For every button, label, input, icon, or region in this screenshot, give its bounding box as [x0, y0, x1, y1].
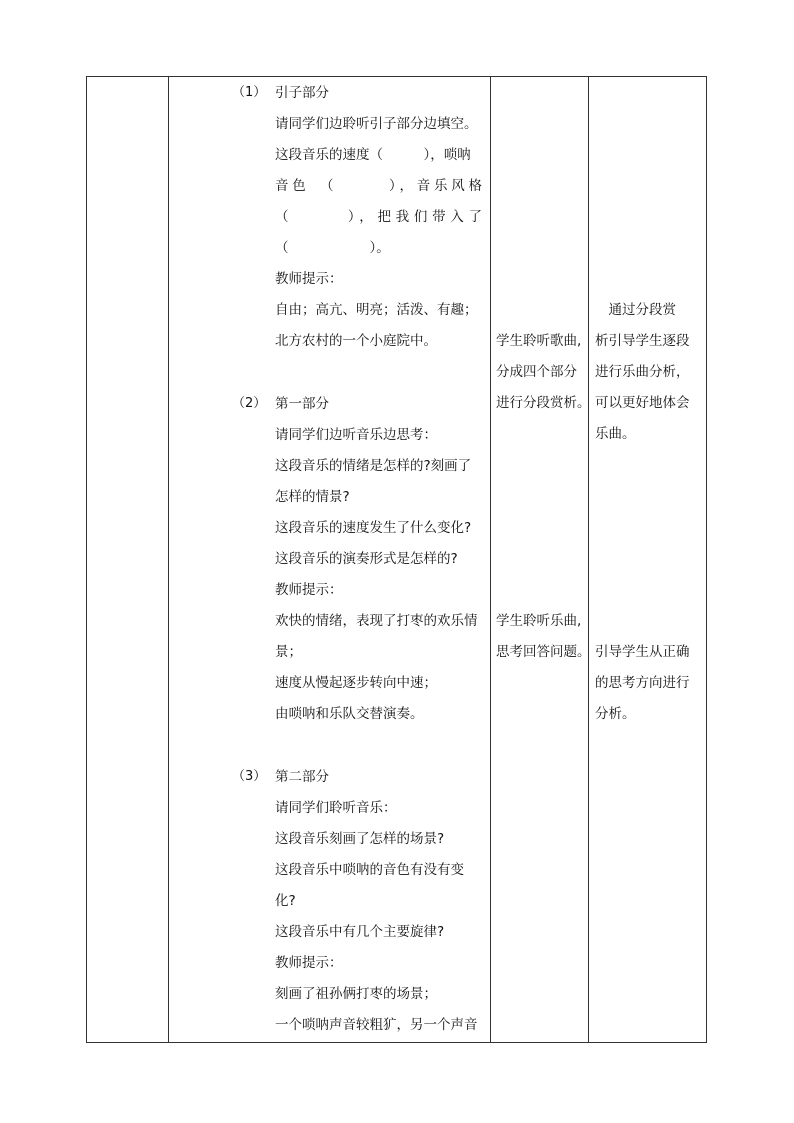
text-line: 这段音乐中唢呐的音色有没有变: [275, 862, 464, 878]
student-activity-line: 进行分段赏析。: [496, 395, 591, 411]
text-line: 请同学们边聆听引子部分边填空。: [275, 116, 478, 132]
student-activity-line: 思考回答问题。: [496, 644, 591, 660]
table-divider: [168, 76, 169, 1043]
text-line: 这段音乐的速度（ ），唢呐: [275, 147, 471, 163]
design-intent-line: 析引导学生逐段: [595, 333, 690, 349]
text-line: 这段音乐中有几个主要旋律?: [275, 924, 445, 940]
design-intent-line: 可以更好地体会: [595, 395, 690, 411]
text-line: 北方农村的一个小庭院中。: [275, 333, 437, 349]
section-title: 第一部分: [275, 396, 329, 412]
text-line: 教师提示：: [275, 955, 343, 971]
text-line: 刻画了祖孙俩打枣的场景；: [275, 986, 437, 1002]
text-line: 这段音乐刻画了怎样的场景?: [275, 831, 445, 847]
design-intent-line: 进行乐曲分析，: [595, 364, 690, 380]
section-number: （2）: [232, 396, 267, 411]
text-line: （ ）。: [275, 240, 390, 256]
section-number: （3）: [232, 769, 267, 784]
text-line: 一个唢呐声音较粗犷，另一个声音: [275, 1017, 478, 1033]
design-intent-line: 的思考方向进行: [595, 675, 690, 691]
text-line: 这段音乐的情绪是怎样的?刻画了: [275, 458, 472, 474]
design-intent-line: 乐曲。: [595, 426, 636, 442]
text-line: 欢快的情绪，表现了打枣的欢乐情: [275, 613, 478, 629]
text-line: （ ），把我们带入了: [275, 209, 482, 225]
text-line: 由唢呐和乐队交替演奏。: [275, 706, 424, 722]
text-line: 教师提示：: [275, 582, 343, 598]
text-line: 教师提示：: [275, 271, 343, 287]
text-line: 自由；高亢、明亮；活泼、有趣；: [275, 302, 478, 318]
design-intent-line: 通过分段赏: [595, 302, 676, 318]
design-intent-line: 分析。: [595, 706, 636, 722]
section-title: 第二部分: [275, 769, 329, 785]
table-divider: [490, 76, 491, 1043]
table-divider: [588, 76, 589, 1043]
design-intent-line: 引导学生从正确: [595, 644, 690, 660]
section-title: 引子部分: [275, 85, 329, 101]
text-line: 速度从慢起逐步转向中速；: [275, 675, 437, 691]
text-line: 请同学们聆听音乐：: [275, 800, 397, 816]
student-activity-line: 分成四个部分: [496, 364, 577, 380]
section-number: （1）: [232, 85, 267, 100]
text-line: 景；: [275, 644, 302, 660]
student-activity-line: 学生聆听歌曲,: [496, 333, 582, 349]
text-line: 化?: [275, 893, 296, 909]
text-line: 这段音乐的速度发生了什么变化?: [275, 520, 472, 536]
text-line: 这段音乐的演奏形式是怎样的?: [275, 551, 458, 567]
text-line: 怎样的情景?: [275, 489, 350, 505]
text-line: 音色 （ ），音乐风格: [275, 178, 482, 194]
text-line: 请同学们边听音乐边思考：: [275, 427, 437, 443]
student-activity-line: 学生聆听乐曲,: [496, 613, 582, 629]
